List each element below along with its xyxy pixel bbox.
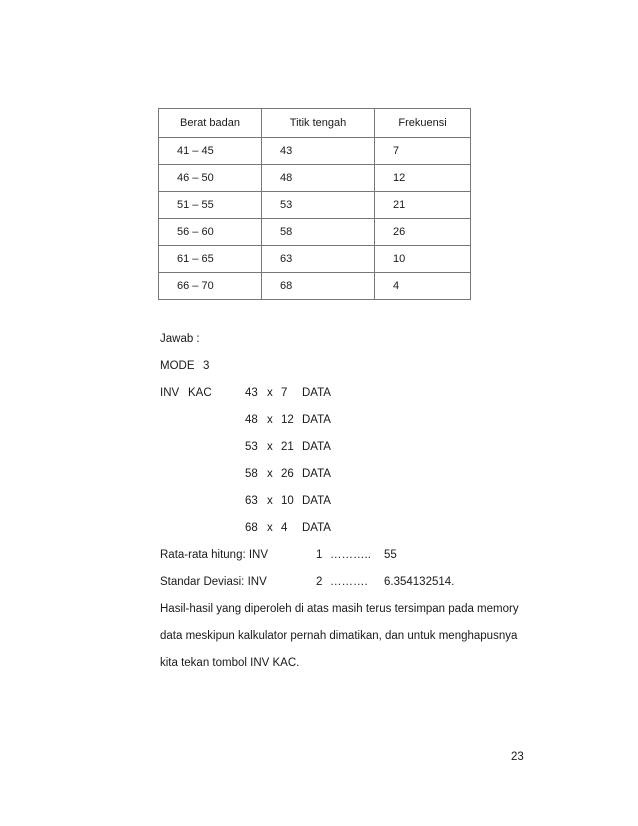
- entry-key: DATA: [302, 522, 331, 534]
- mode-line: [160, 360, 210, 372]
- cell-range: 56 – 60: [159, 219, 262, 246]
- cell-range: 46 – 50: [159, 165, 262, 192]
- mean-line: [160, 549, 397, 561]
- entry-value: 58: [245, 468, 258, 480]
- entry-operator: x: [267, 414, 273, 426]
- mean-code: 1: [316, 549, 323, 561]
- table-row: [159, 246, 471, 273]
- stdev-line: [160, 576, 455, 588]
- cell-midpoint: 58: [262, 219, 375, 246]
- entry-frequency: 12: [281, 414, 294, 426]
- paragraph-line: Hasil-hasil yang diperoleh di atas masih terus tersimpan pada memory: [160, 603, 519, 615]
- entry-value: 48: [245, 414, 258, 426]
- inv-label: INV: [160, 387, 180, 399]
- mode-label: MODE: [160, 360, 195, 372]
- entry-frequency: 7: [281, 387, 288, 399]
- entry-operator: x: [267, 387, 273, 399]
- cell-frequency: 12: [375, 165, 471, 192]
- entry-key: DATA: [302, 495, 331, 507]
- cell-frequency: 10: [375, 246, 471, 273]
- mean-result: 55: [384, 549, 397, 561]
- paragraph-line: data meskipun kalkulator pernah dimatikan, dan untuk menghapusnya: [160, 630, 518, 642]
- entry-operator: x: [267, 522, 273, 534]
- stdev-code: 2: [316, 576, 323, 588]
- table-row: [159, 165, 471, 192]
- entry-operator: x: [267, 468, 273, 480]
- stdev-result: 6.354132514.: [384, 576, 455, 588]
- entry-frequency: 10: [281, 495, 294, 507]
- paragraph-line: kita tekan tombol INV KAC.: [160, 657, 300, 669]
- stdev-label: Standar Deviasi: INV: [160, 576, 267, 588]
- header-titik-tengah: Titik tengah: [262, 109, 375, 138]
- mean-label: Rata-rata hitung: INV: [160, 549, 269, 561]
- entry-value: 43: [245, 387, 258, 399]
- cell-range: 51 – 55: [159, 192, 262, 219]
- cell-midpoint: 53: [262, 192, 375, 219]
- header-berat-badan: Berat badan: [159, 109, 262, 138]
- entry-value: 63: [245, 495, 258, 507]
- answer-label: Jawab :: [160, 333, 200, 345]
- inv-kac-line: [160, 387, 212, 399]
- entry-operator: x: [267, 495, 273, 507]
- entry-frequency: 21: [281, 441, 294, 453]
- entry-key: DATA: [302, 468, 331, 480]
- table-header-row: [159, 109, 471, 138]
- table-row: [159, 273, 471, 300]
- cell-frequency: 7: [375, 138, 471, 165]
- entry-frequency: 26: [281, 468, 294, 480]
- cell-range: 61 – 65: [159, 246, 262, 273]
- mode-value: 3: [203, 360, 210, 372]
- kac-label: KAC: [188, 387, 212, 399]
- cell-midpoint: 43: [262, 138, 375, 165]
- cell-range: 66 – 70: [159, 273, 262, 300]
- entry-key: DATA: [302, 387, 331, 399]
- cell-midpoint: 68: [262, 273, 375, 300]
- entry-key: DATA: [302, 414, 331, 426]
- mean-dots: ………..: [330, 549, 371, 561]
- page-number: 23: [511, 751, 524, 763]
- cell-frequency: 21: [375, 192, 471, 219]
- entry-value: 53: [245, 441, 258, 453]
- header-frekuensi: Frekuensi: [375, 109, 471, 138]
- entry-value: 68: [245, 522, 258, 534]
- entry-operator: x: [267, 441, 273, 453]
- table-row: [159, 138, 471, 165]
- entry-frequency: 4: [281, 522, 288, 534]
- cell-frequency: 26: [375, 219, 471, 246]
- cell-midpoint: 63: [262, 246, 375, 273]
- table-row: [159, 192, 471, 219]
- cell-midpoint: 48: [262, 165, 375, 192]
- frequency-table: [158, 108, 471, 300]
- entry-key: DATA: [302, 441, 331, 453]
- cell-range: 41 – 45: [159, 138, 262, 165]
- cell-frequency: 4: [375, 273, 471, 300]
- stdev-dots: ……….: [330, 576, 368, 588]
- table-row: [159, 219, 471, 246]
